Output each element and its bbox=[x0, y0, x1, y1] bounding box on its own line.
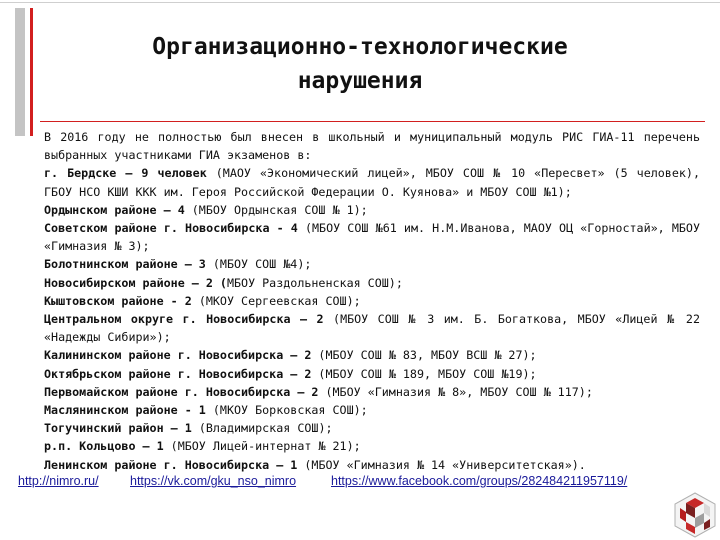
title-line-2: нарушения bbox=[297, 68, 423, 94]
item-schools: (МБОУ СОШ № 3 им. Б. Богаткова, МБОУ «Лицей № 22 «Надежды Сибири»); bbox=[44, 312, 700, 345]
list-item bbox=[44, 419, 700, 437]
item-district: Первомайском районе г. Новосибирска – 2 bbox=[44, 384, 319, 399]
list-item bbox=[44, 383, 700, 401]
item-district: Ордынском районе – 4 bbox=[44, 202, 185, 217]
list-item bbox=[44, 346, 700, 364]
link-vk[interactable]: https://vk.com/gku_nso_nimro bbox=[130, 474, 297, 488]
item-schools: (МКОУ Сергеевская СОШ); bbox=[191, 293, 361, 308]
item-schools: (МБОУ СОШ № 83, МБОУ ВСШ № 27); bbox=[311, 348, 537, 363]
item-schools: (МБОУ Лицей-интернат № 21); bbox=[163, 439, 361, 454]
item-schools: (МБОУ СОШ № 189, МБОУ СОШ №19); bbox=[311, 366, 537, 381]
item-district: Советском районе г. Новосибирска - 4 bbox=[44, 221, 298, 236]
item-schools: (МКОУ Борковская СОШ); bbox=[205, 403, 368, 418]
item-district: Ленинском районе г. Новосибирска – 1 bbox=[44, 457, 298, 472]
top-divider bbox=[0, 2, 720, 3]
item-district: Кыштовском районе - 2 bbox=[44, 293, 192, 308]
link-facebook[interactable]: https://www.facebook.com/groups/282484211957119/ bbox=[331, 474, 628, 488]
list-item bbox=[44, 365, 700, 383]
item-schools: (МБОУ Ордынская СОШ № 1); bbox=[184, 202, 368, 217]
item-schools: (МБОУ СОШ №4); bbox=[205, 257, 312, 272]
item-schools: (Владимирская СОШ); bbox=[191, 421, 333, 436]
item-district: Маслянинском районе - 1 bbox=[44, 403, 206, 418]
item-schools: (МБОУ СОШ №61 им. Н.М.Иванова, МАОУ ОЦ «Горностай», МБОУ «Гимназия № 3); bbox=[44, 221, 700, 254]
items-list bbox=[44, 164, 700, 473]
content-body bbox=[44, 128, 700, 474]
list-item bbox=[44, 274, 700, 292]
intro-text: В 2016 году не полностью был внесен в школьный и муниципальный модуль РИС ГИА-11 перечень выбранных участниками ГИА экзаменов в: bbox=[44, 130, 700, 163]
item-schools: (МБОУ «Гимназия № 8», МБОУ СОШ № 117); bbox=[318, 384, 593, 399]
list-item bbox=[44, 164, 700, 200]
title-line-1: Организационно-технологические bbox=[152, 34, 568, 60]
list-item bbox=[44, 255, 700, 273]
link-nimro[interactable]: http://nimro.ru/ bbox=[18, 474, 99, 488]
decor-red-bar bbox=[30, 8, 33, 136]
list-item bbox=[44, 456, 700, 474]
item-district: г. Бердске – 9 человек bbox=[44, 166, 207, 181]
title-underline bbox=[40, 121, 705, 122]
list-item bbox=[44, 437, 700, 455]
item-district: Болотнинском районе – 3 bbox=[44, 257, 206, 272]
item-district: Новосибирском районе – 2 ( bbox=[44, 275, 227, 290]
slide-title bbox=[40, 30, 680, 98]
hexagon-logo-icon bbox=[670, 490, 720, 540]
item-district: р.п. Кольцово – 1 bbox=[44, 439, 164, 454]
item-district: Октябрьском районе г. Новосибирска – 2 bbox=[44, 366, 312, 381]
item-schools: (МАОУ «Экономический лицей», МБОУ СОШ № 10 «Пересвет» (5 человек), ГБОУ НСО КШИ ККК им. Героя Российской Федерации О. Куянова» и МБОУ СОШ №1); bbox=[44, 166, 700, 199]
item-schools: МБОУ Раздольненская СОШ); bbox=[226, 275, 403, 290]
item-schools: (МБОУ «Гимназия № 14 «Университетская»). bbox=[297, 457, 586, 472]
item-district: Центральном округе г. Новосибирска – 2 bbox=[44, 312, 324, 327]
decor-gray-bar bbox=[15, 8, 25, 136]
list-item bbox=[44, 292, 700, 310]
item-district: Тогучинский район – 1 bbox=[44, 421, 192, 436]
list-item bbox=[44, 201, 700, 219]
item-district: Калининском районе г. Новосибирска – 2 bbox=[44, 348, 312, 363]
list-item bbox=[44, 219, 700, 255]
list-item bbox=[44, 310, 700, 346]
list-item bbox=[44, 401, 700, 419]
